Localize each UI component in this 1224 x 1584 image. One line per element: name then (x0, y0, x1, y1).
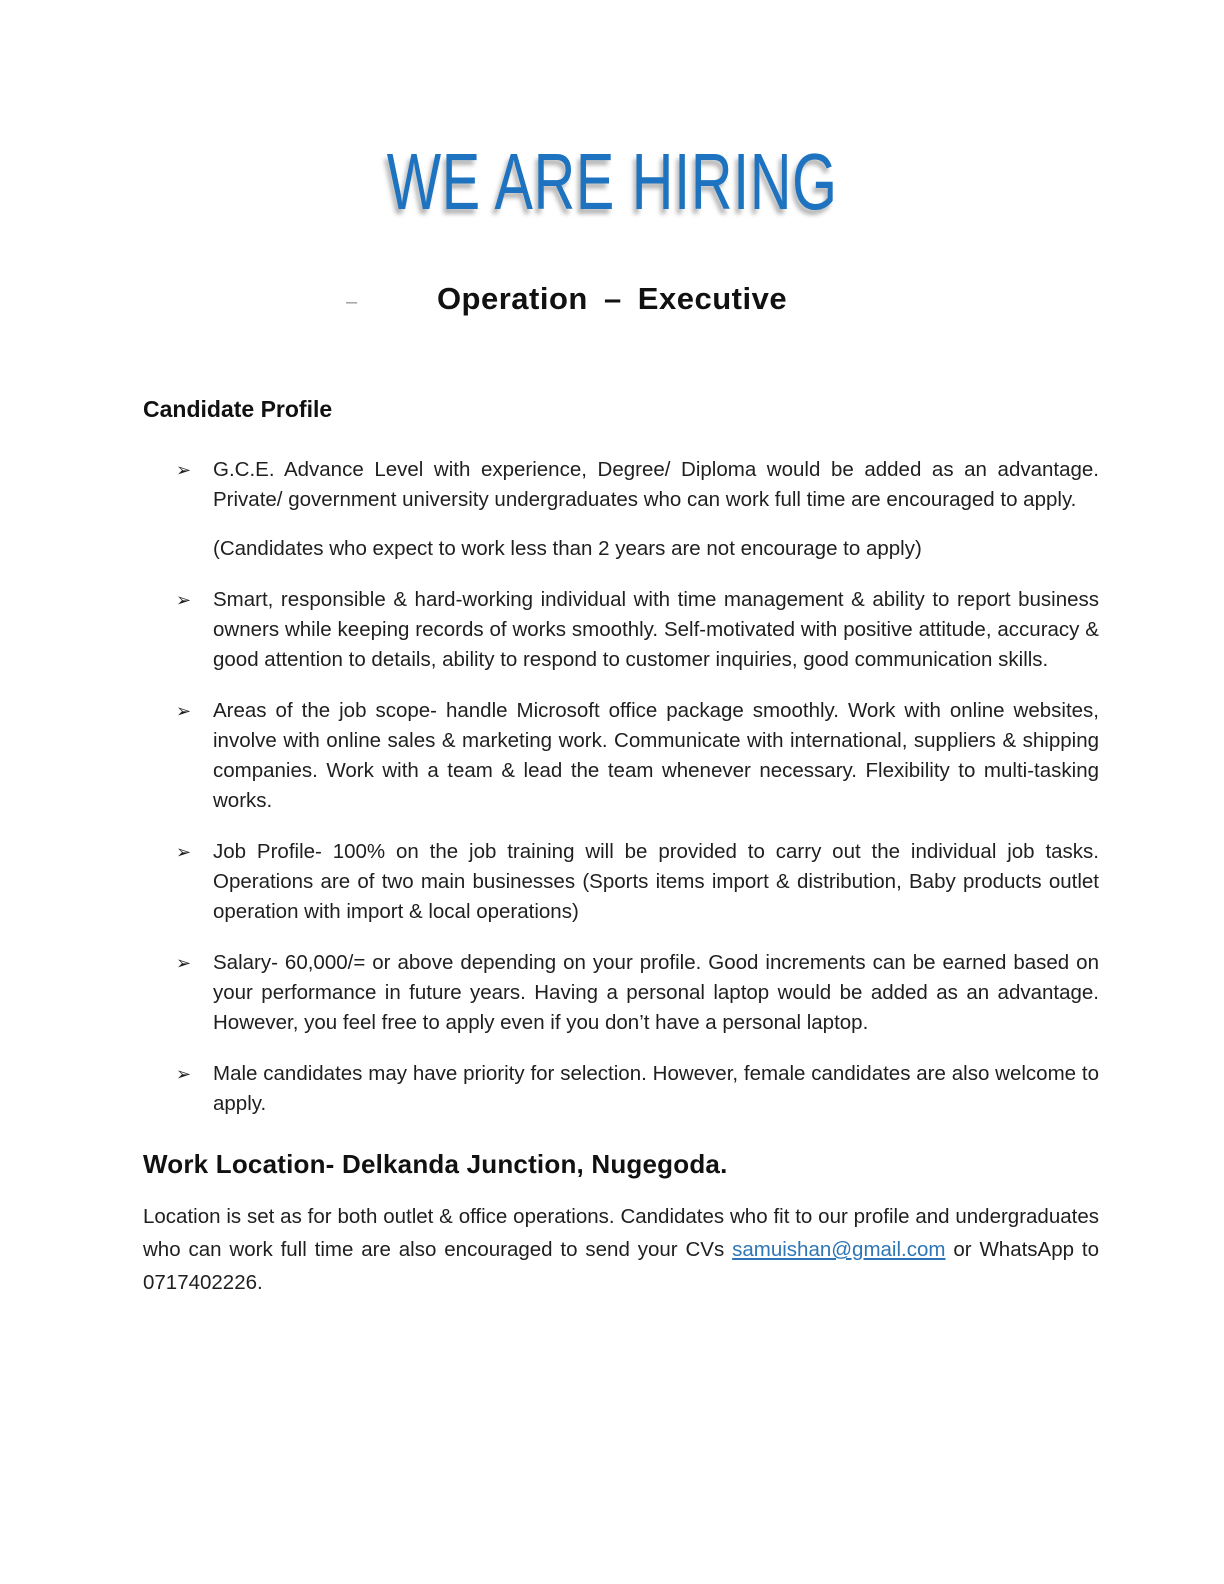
application-instructions (143, 1200, 1099, 1299)
stray-dash: – (346, 291, 358, 313)
work-location-heading: Work Location- Delkanda Junction, Nugegoda. (143, 1149, 728, 1179)
email-link[interactable]: samuishan@gmail.com (732, 1238, 946, 1261)
list-item (143, 837, 1099, 927)
list-item (143, 585, 1099, 675)
candidate-profile-heading: Candidate Profile (143, 396, 333, 422)
bullet-text: Areas of the job scope- handle Microsoft office package smoothly. Work with online websites, involve with online sales & marketing work. Communicate with international, suppliers & shipping companies. Work with a team & lead the team whenever necessary. Flexibility to multi-tasking works. (213, 699, 1099, 812)
arrow-bullet-icon: ➢ (176, 1064, 192, 1084)
arrow-bullet-icon: ➢ (176, 460, 192, 480)
title-row (0, 138, 1224, 226)
candidate-profile-list (143, 455, 1099, 1119)
job-title: Operation – Executive (436, 281, 788, 316)
arrow-bullet-icon: ➢ (176, 590, 192, 610)
bullet-text: Salary- 60,000/= or above depending on your profile. Good increments can be earned based on your performance in future years. Having a personal laptop would be added as an advantage. However, you feel free to apply even if you don’t have a personal laptop. (213, 951, 1099, 1034)
subtitle-row (0, 281, 1224, 317)
list-item (143, 948, 1099, 1038)
bullet-text: Smart, responsible & hard-working individual with time management & ability to report business owners while keeping records of works smoothly. Self-motivated with positive attitude, accuracy & good attention to details, ability to respond to customer inquiries, good communication skills. (213, 588, 1099, 671)
document-body (143, 396, 1099, 1299)
bullet-text: G.C.E. Advance Level with experience, Degree/ Diploma would be added as an advantage. Private/ government university undergraduates who can work full time are encouraged to apply. (213, 458, 1099, 511)
instructions-text-before-email: Location is set as for both outlet & office operations. Candidates who fit to our profile and undergraduates who can work full time are also encouraged to send your CVs (143, 1205, 1099, 1261)
list-item (143, 1059, 1099, 1119)
bullet-text: Male candidates may have priority for selection. However, female candidates are also welcome to apply. (213, 1062, 1099, 1115)
page-title: WE ARE HIRING (386, 137, 838, 226)
bullet-text: Job Profile- 100% on the job training will be provided to carry out the individual job tasks. Operations are of two main businesses (Sports items import & distribution, Baby products outlet operation with import & local operations) (213, 840, 1099, 923)
arrow-bullet-icon: ➢ (176, 842, 192, 862)
bullet-note: (Candidates who expect to work less than 2 years are not encourage to apply) (213, 537, 922, 560)
arrow-bullet-icon: ➢ (176, 953, 192, 973)
list-item (143, 455, 1099, 564)
instructions-text-after-email: or WhatsApp to 0717402226. (143, 1238, 1100, 1294)
list-item (143, 696, 1099, 816)
arrow-bullet-icon: ➢ (176, 701, 192, 721)
